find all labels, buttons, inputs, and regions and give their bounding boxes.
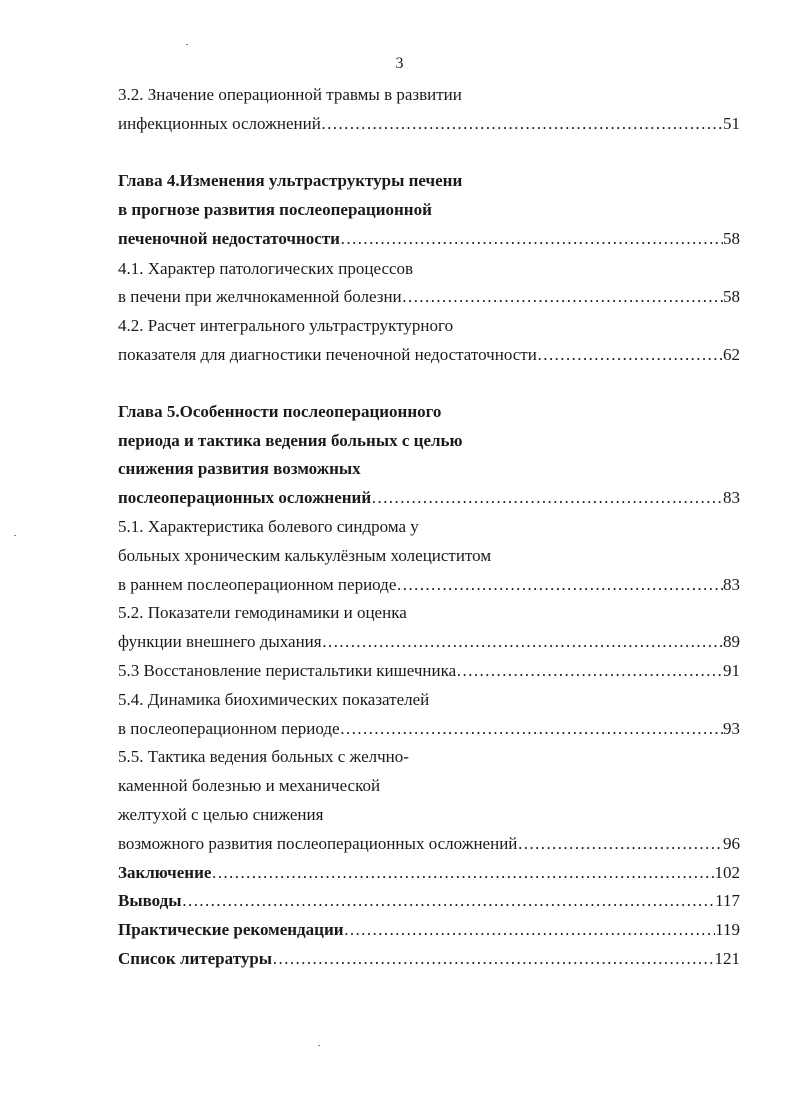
toc-entry-title: печеночной недостаточности [118,229,340,248]
toc-dot-leader [182,886,716,916]
toc-entry-page: 62 [723,345,740,364]
toc-entry-title: 5.3 Восстановление перистальтики кишечника [118,661,457,680]
toc-entry-title: желтухой с целью снижения [118,805,324,824]
toc-entry-title: в послеоперационном периоде [118,719,340,738]
toc-entry-title: 3.2. Значение операционной травмы в развитии [118,85,462,104]
toc-entry [118,858,740,888]
toc-entry-page: 91 [723,661,740,680]
toc-entry [118,570,740,600]
toc-entry-page: 102 [714,863,740,882]
toc-dot-leader [340,714,723,744]
scan-speck [318,1045,320,1046]
toc-entry [118,166,740,196]
toc-dot-leader [537,340,723,370]
toc-entry-page: 58 [723,229,740,248]
toc-entry-title: 5.1. Характеристика болевого синдрома у [118,517,419,536]
toc-entry [118,311,740,341]
toc-entry [118,829,740,859]
toc-entry [118,886,740,916]
toc-dot-leader [211,858,714,888]
toc-entry-title: послеоперационных осложнений [118,488,372,507]
toc-entry [118,714,740,744]
toc-entry-title: Список литературы [118,949,273,968]
toc-entry [118,195,740,225]
toc-entry-title: инфекционных осложнений [118,114,321,133]
toc-entry [118,944,740,974]
toc-entry-title: Глава 4.Изменения ультраструктуры печени [118,171,463,190]
toc-dot-leader [344,915,716,945]
toc-entry-page: 121 [714,949,740,968]
toc-entry-title: в раннем послеоперационном периоде [118,575,397,594]
toc-entry-title: Заключение [118,863,212,882]
toc-dot-leader [272,944,714,974]
toc-entry [118,512,740,542]
toc-entry-page: 83 [723,488,740,507]
toc-entry [118,109,740,139]
scan-speck [14,535,16,536]
toc-entry-title: снижения развития возможных [118,459,361,478]
toc-entry [118,627,740,657]
toc-entry [118,541,740,571]
toc-entry-page: 119 [715,920,740,939]
toc-entry [118,915,740,945]
toc-entry [118,254,740,284]
toc-entry [118,483,740,513]
toc-dot-leader [456,656,723,686]
scan-speck [186,44,188,45]
toc-entry-page: 58 [723,287,740,306]
toc-entry-title: 4.2. Расчет интегрального ультраструктурного [118,316,454,335]
toc-entry [118,598,740,628]
toc-entry-page: 93 [723,719,740,738]
toc-entry-title: показателя для диагностики печеночной недостаточности [118,345,537,364]
toc-entry [118,771,740,801]
toc-entry-title: каменной болезнью и механической [118,776,381,795]
toc-entry-title: функции внешнего дыхания [118,632,322,651]
toc-entry [118,340,740,370]
toc-dot-leader [321,109,723,139]
toc-entry-title: Глава 5.Особенности послеоперационного [118,402,442,421]
toc-entry [118,800,740,830]
toc-entry-title: периода и тактика ведения больных с целью [118,431,463,450]
toc-entry-page: 96 [723,834,740,853]
toc-dot-leader [340,224,723,254]
toc-entry-title: возможного развития послеоперационных осложнений [118,834,518,853]
toc-dot-leader [396,570,723,600]
toc-entry-title: 5.4. Динамика биохимических показателей [118,690,430,709]
toc-entry [118,685,740,715]
toc-entry [118,656,740,686]
toc-entry-title: Практические рекомендации [118,920,344,939]
toc-dot-leader [322,627,723,657]
toc-entry-title: 4.1. Характер патологических процессов [118,259,414,278]
toc-entry-page: 89 [723,632,740,651]
toc-entry-title: в прогнозе развития послеоперационной [118,200,432,219]
toc-entry [118,397,740,427]
toc-entry-title: больных хроническим калькулёзным холециститом [118,546,492,565]
toc-dot-leader [371,483,723,513]
page-number: 3 [395,55,404,72]
toc-entry-title: 5.2. Показатели гемодинамики и оценка [118,603,407,622]
toc-entry-title: 5.5. Тактика ведения больных с желчно- [118,747,409,766]
toc-dot-leader [402,282,723,312]
toc-entry [118,454,740,484]
toc-entry [118,80,740,110]
toc-entry [118,224,740,254]
toc-entry-page: 83 [723,575,740,594]
toc-entry-title: в печени при желчнокаменной болезни [118,287,402,306]
toc-entry [118,742,740,772]
toc-entry-title: Выводы [118,891,182,910]
toc-entry-page: 51 [723,114,740,133]
toc-dot-leader [517,829,723,859]
toc-entry-page: 117 [715,891,740,910]
toc-entry [118,426,740,456]
toc-entry [118,282,740,312]
